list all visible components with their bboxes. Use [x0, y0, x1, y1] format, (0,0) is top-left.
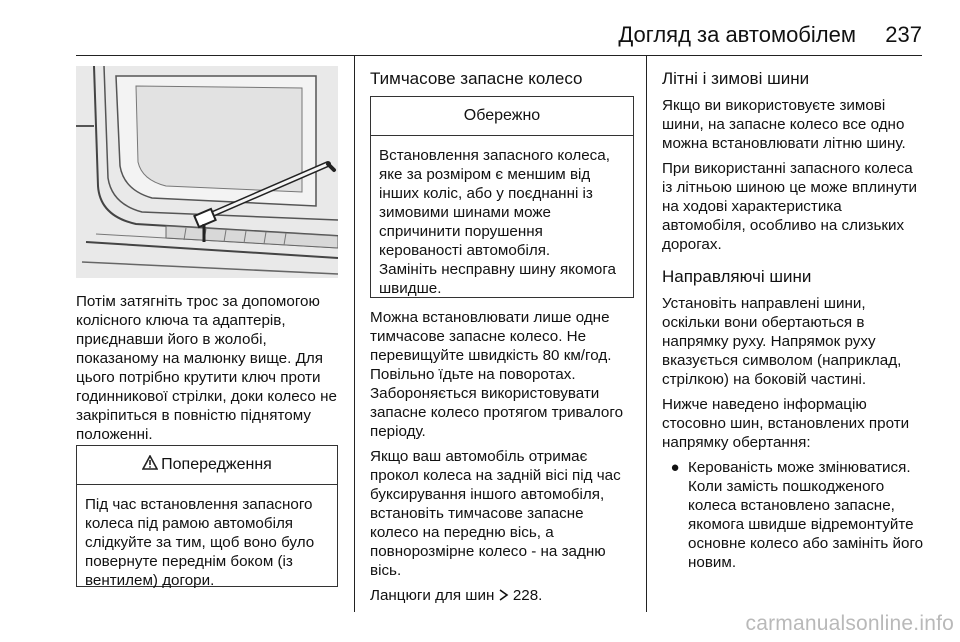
warning-header [77, 446, 337, 485]
page-number: 237 [885, 22, 922, 47]
winch-instructions: Потім затягніть трос за допомогою колісного ключа та адаптерів, приєднавши його в жолобі, показаному на малюнку вище. Для цього потрібно крутити ключ проти годинникової стрілки, доки колесо не закріпиться в повністю піднятому положенні. [76, 293, 337, 443]
caution-header [371, 97, 633, 136]
spare-usage-paragraph: Можна встановлювати лише одне тимчасове запасне колесо. Не перевищуйте швидкість 80 км/год. Повільно їдьте на поворотах. Забороняється використовувати запасне колесо протягом тривалого періоду. [370, 309, 624, 440]
caution-text-2: Замініть несправну шину якомога швидше. [379, 261, 616, 297]
summer-winter-paragraph-1: Якщо ви використовуєте зимові шини, на запасне колесо все одно можна встановлювати літню шину. [662, 97, 906, 152]
tire-chains-label: Ланцюги для шин [370, 587, 495, 604]
tire-chains-reference [370, 586, 634, 605]
bullet-icon: ● [670, 459, 680, 476]
directional-paragraph-2: Нижче наведено інформацію стосовно шин, встановлених проти напрямку обертання: [662, 396, 910, 451]
page-header [0, 0, 960, 54]
column-divider-1 [354, 56, 355, 612]
tire-chains-page: 228. [512, 587, 543, 604]
towing-paragraph: Якщо ваш автомобіль отримає прокол колеса на задній вісі під час буксирування іншого автомобіля, встановіть тимчасове запасне колесо на передню вісь, а повнорозмірне колесо - на задню вісь. [370, 448, 621, 579]
list-item [662, 458, 924, 572]
bullet-text: Керованість може змінюватися. Коли замість пошкодженого колеса встановлено запасне, якомога швидше відремонтуйте основне колесо або замініть його новим. [688, 459, 924, 571]
spare-wheel-illustration [76, 66, 338, 278]
section-heading-directional: Направляючі шини [662, 267, 812, 286]
column-3 [662, 68, 924, 572]
warning-title: Попередження [161, 456, 272, 473]
caution-title: Обережно [463, 107, 541, 124]
watermark: carmanualsonline.info [745, 612, 954, 635]
column-2 [370, 68, 634, 90]
directional-paragraph-1: Установіть направлені шини, оскільки вони обертаються в напрямку руху. Напрямок руху вказується символом (наприклад, стрілкою) на боковій частині. [662, 295, 902, 388]
page-reference-icon [499, 587, 513, 604]
summer-winter-paragraph-2: При використанні запасного колеса із літньою шиною це може вплинути на ходові характеристика автомобіля, особливо на слизьких дорогах. [662, 160, 918, 253]
column-2-text [370, 308, 634, 605]
winch-key-drawing [76, 66, 338, 278]
page-title: Догляд за автомобілем [618, 22, 856, 47]
caution-box [370, 96, 634, 298]
warning-text: Під час встановлення запасного колеса під рамою автомобіля слідкуйте за тим, щоб воно було повернуте переднім боком (із вентилем) догори. [85, 496, 315, 589]
caution-text-1: Встановлення запасного колеса, яке за розміром є меншим від інших коліс, або у поєднанні із зимовими шинами може спричинити порушення керованості автомобіля. [379, 147, 610, 259]
header-rule [76, 55, 922, 56]
warning-box [76, 445, 338, 587]
column-divider-2 [646, 56, 647, 612]
warning-triangle-icon [142, 455, 158, 475]
section-heading-summer-winter: Літні і зимові шини [662, 69, 810, 88]
column-1-text [76, 292, 338, 444]
section-heading-temporary-spare: Тимчасове запасне колесо [370, 69, 583, 88]
